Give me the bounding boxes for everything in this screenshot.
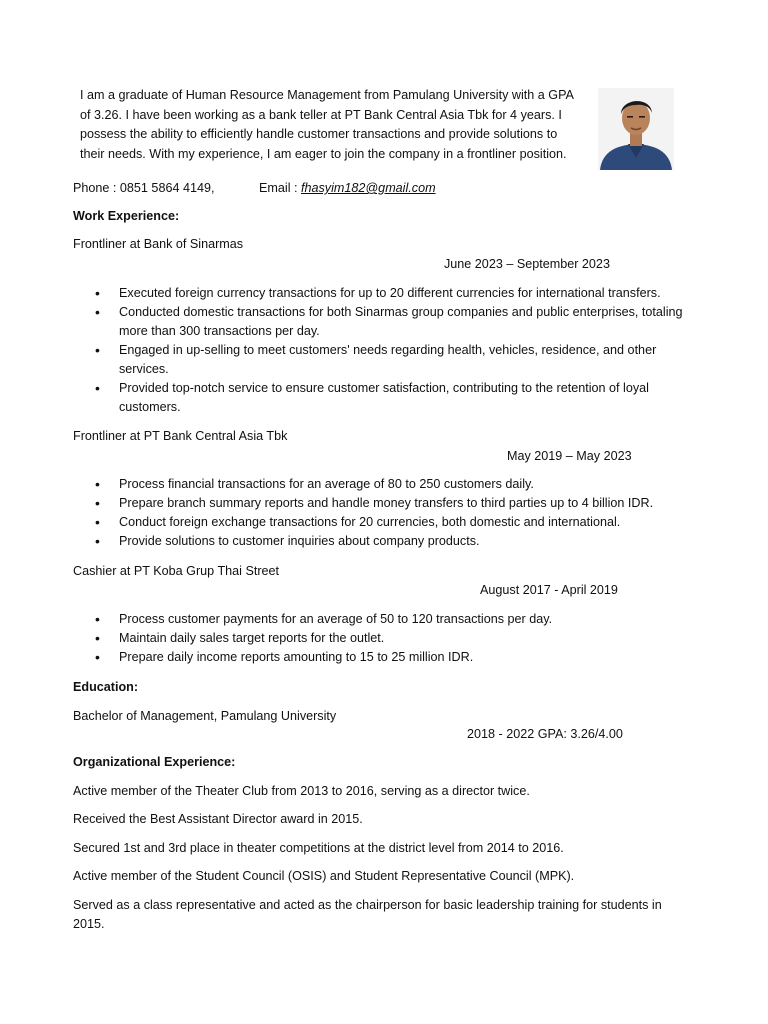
bullet-item: • Conduct foreign exchange transactions for 20 currencies, both domestic and international. <box>73 513 703 532</box>
job-title: Frontliner at Bank of Sinarmas <box>73 237 244 251</box>
bullet-item: • Provided top-notch service to ensure customer satisfaction, contributing to the retention of loyal customers. <box>73 379 703 417</box>
profile-photo <box>598 88 674 170</box>
bullet-item: • Provide solutions to customer inquiries about company products. <box>73 532 703 551</box>
education-degree: Bachelor of Management, Pamulang University <box>73 709 337 723</box>
contact-line <box>73 179 436 197</box>
bullet-item: • Prepare daily income reports amounting to 15 to 25 million IDR. <box>73 648 703 667</box>
bullet-item: • Process financial transactions for an average of 80 to 250 customers daily. <box>73 475 703 494</box>
job-dates: June 2023 – September 2023 <box>444 257 610 271</box>
email <box>259 179 436 197</box>
phone-value: 0851 5864 4149, <box>119 181 215 195</box>
phone <box>73 181 214 195</box>
phone-label: Phone : <box>73 181 120 195</box>
job-dates: August 2017 - April 2019 <box>480 583 618 597</box>
email-label: Email : <box>259 181 301 195</box>
profile-photo-illustration <box>598 88 674 170</box>
org-item: Served as a class representative and acted as the chairperson for basic leadership training for students in 2015. <box>73 898 662 931</box>
work-experience-heading: Work Experience: <box>73 209 180 223</box>
job-title: Cashier at PT Koba Grup Thai Street <box>73 564 280 578</box>
org-item: Active member of the Student Council (OSIS) and Student Representative Council (MPK). <box>73 869 575 883</box>
bullet-item: • Conducted domestic transactions for both Sinarmas group companies and public enterprises, totaling more than 300 transactions per day. <box>73 303 703 341</box>
bullet-item: • Prepare branch summary reports and handle money transfers to third parties up to 4 billion IDR. <box>73 494 703 513</box>
profile-summary: I am a graduate of Human Resource Management from Pamulang University with a GPA of 3.26. I have been working as a bank teller at PT Bank Central Asia Tbk for 4 years. I possess the ability to efficiently handle customer transactions and provide solutions to their needs. With my experience, I am eager to join the company in a frontliner position. <box>80 88 574 161</box>
education-details: 2018 - 2022 GPA: 3.26/4.00 <box>467 727 623 741</box>
education-heading: Education: <box>73 680 139 694</box>
job-title: Frontliner at PT Bank Central Asia Tbk <box>73 429 288 443</box>
job-dates: May 2019 – May 2023 <box>507 449 632 463</box>
bullet-item: • Process customer payments for an average of 50 to 120 transactions per day. <box>73 610 703 629</box>
bullet-item: • Executed foreign currency transactions for up to 20 different currencies for international transfers. <box>73 284 703 303</box>
org-item: Secured 1st and 3rd place in theater competitions at the district level from 2014 to 2016. <box>73 841 564 855</box>
org-item: Active member of the Theater Club from 2013 to 2016, serving as a director twice. <box>73 784 530 798</box>
job-bullets <box>73 475 703 551</box>
bullet-item: • Maintain daily sales target reports for the outlet. <box>73 629 703 648</box>
email-link[interactable]: fhasyim182@gmail.com <box>301 181 436 195</box>
job-bullets <box>73 284 703 417</box>
job-bullets <box>73 610 703 667</box>
org-item: Received the Best Assistant Director award in 2015. <box>73 812 363 826</box>
bullet-item: • Engaged in up-selling to meet customers' needs regarding health, vehicles, residence, and other services. <box>73 341 703 379</box>
organizational-experience-heading: Organizational Experience: <box>73 755 236 769</box>
